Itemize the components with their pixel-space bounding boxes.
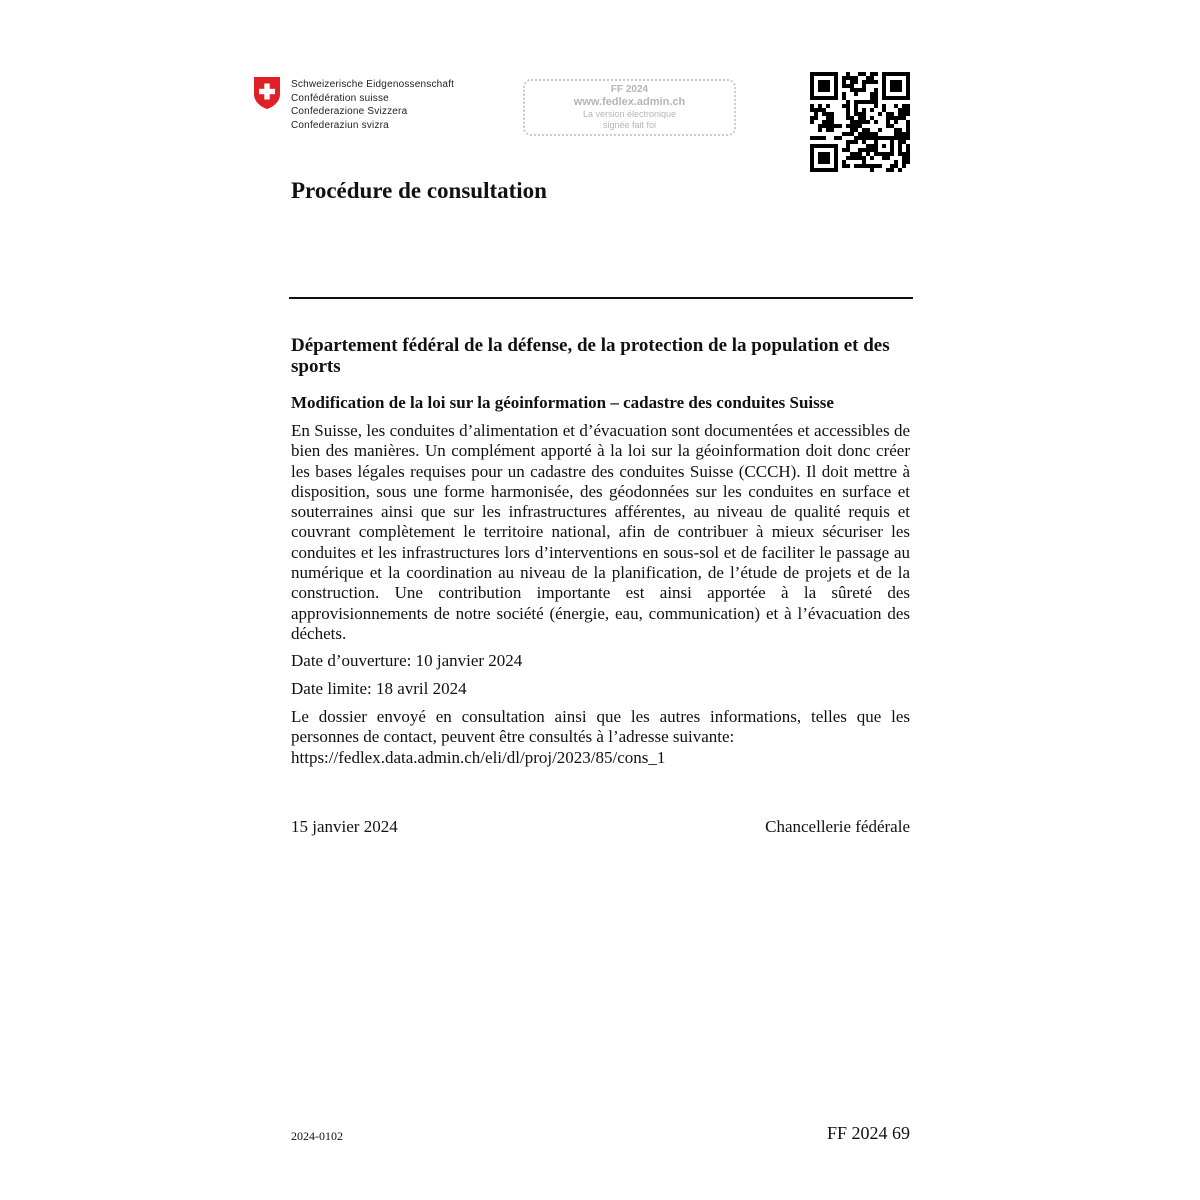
publication-date: 15 janvier 2024 — [291, 817, 398, 836]
confederation-line-rm: Confederaziun svizra — [291, 119, 389, 131]
stamp-note-2: signée fait foi — [602, 120, 657, 130]
deadline-date: Date limite: 18 avril 2024 — [291, 679, 467, 698]
stamp-note-1: La version électronique — [582, 109, 677, 119]
issuing-authority: Chancellerie fédérale — [765, 817, 910, 836]
electronic-signature-stamp — [523, 79, 736, 136]
page-title: Procédure de consultation — [291, 178, 547, 203]
qr-code-icon — [810, 72, 910, 172]
subject-heading: Modification de la loi sur la géoinformation – cadastre des conduites Suisse — [291, 393, 834, 412]
dossier-link[interactable]: https://fedlex.data.admin.ch/eli/dl/proj/2023/85/cons_1 — [291, 747, 666, 767]
confederation-line-it: Confederazione Svizzera — [291, 106, 408, 117]
title-divider — [289, 297, 913, 299]
confederation-names — [291, 78, 454, 132]
opening-date: Date d’ouverture: 10 janvier 2024 — [291, 651, 523, 670]
department-heading: Département fédéral de la défense, de la protection de la population et des sports — [291, 335, 890, 377]
page-reference: FF 2024 69 — [826, 1123, 910, 1143]
confederation-line-fr: Confédération suisse — [291, 92, 389, 104]
stamp-website: www.fedlex.admin.ch — [573, 96, 686, 108]
stamp-edition: FF 2024 — [610, 84, 649, 95]
dossier-paragraph — [291, 707, 910, 768]
dossier-text: Le dossier envoyé en consultation ainsi que les autres informations, telles que les personnes de contact, peuvent être consultés à l’adresse suivante: — [291, 707, 910, 747]
document-number: 2024-0102 — [291, 1129, 343, 1143]
confederation-line-de: Schweizerische Eidgenossenschaft — [291, 79, 455, 90]
body-paragraph: En Suisse, les conduites d’alimentation et d’évacuation sont documentées et accessibles de bien des manières. Un complément apporté à la loi sur la géoinformation doit donc créer les bases légales requises pour un cadastre des conduites Suisse (CCCH). Il doit mettre à disposition, sous une forme harmonisée, des géodonnées sur les conduites en surface et souterraines ainsi que sur les infrastructures afférentes, au niveau de qualité requis et couvrant complètement le territoire national, afin de contribuer à mieux sécuriser les conduites et les infrastructures lors d’interventions en sous-sol et de faciliter le passage au numérique et la coordination au niveau de la planification, de l’étude de projets et de la construction. Une contribution importante est ainsi apportée à la sûreté des approvisionnements de notre société (énergie, eau, communication) et à l’évacuation des déchets. — [291, 421, 910, 643]
swiss-crest-icon — [252, 76, 282, 110]
